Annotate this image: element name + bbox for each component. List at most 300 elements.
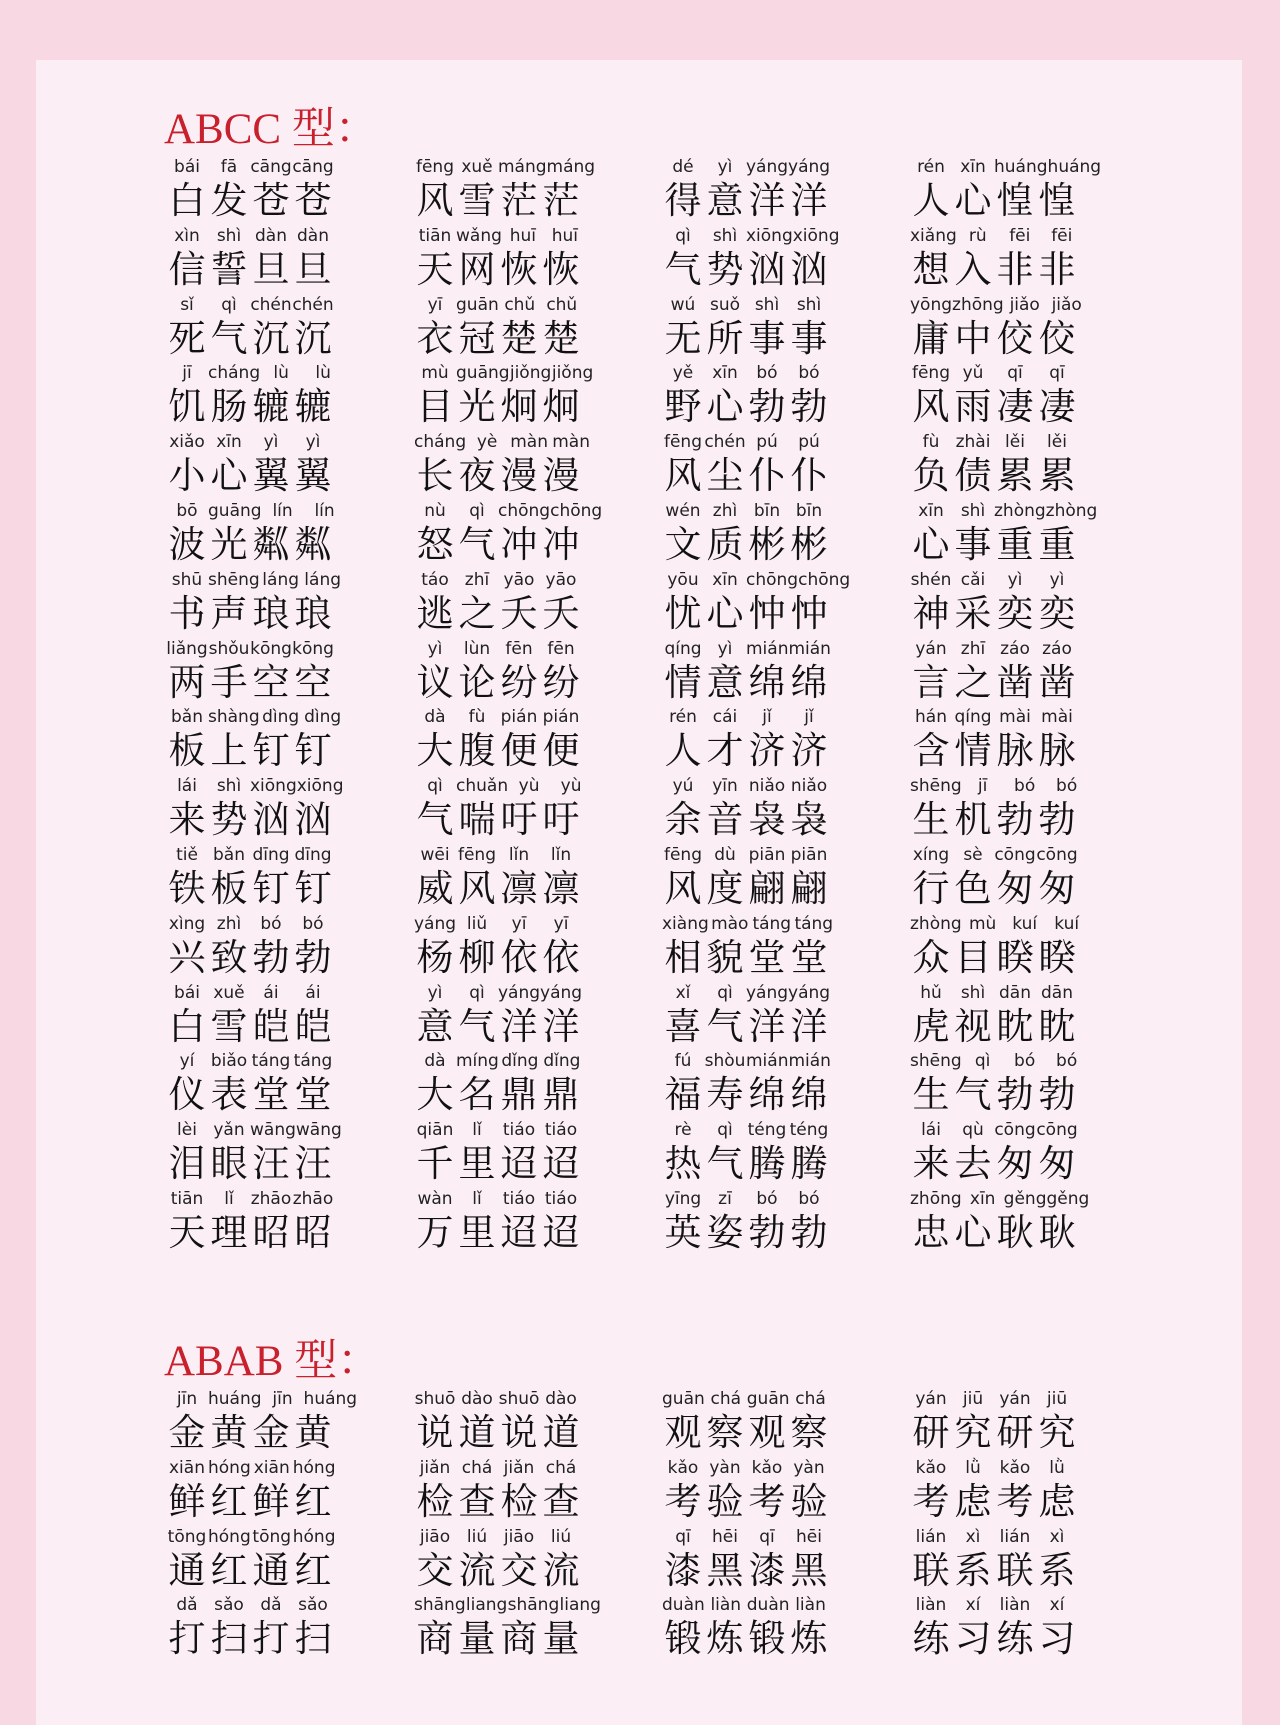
idiom-characters	[910, 1480, 1078, 1524]
pinyin-syllable: tiān	[418, 225, 452, 246]
idiom-characters	[414, 523, 582, 567]
pinyin-row	[166, 775, 344, 797]
idiom-entry	[414, 1188, 654, 1257]
pinyin-row	[910, 775, 1078, 797]
hanzi-character: 雪	[458, 179, 496, 222]
pinyin-syllable: jiāo	[503, 1526, 535, 1547]
pinyin-syllable: yáng	[498, 982, 541, 1003]
hanzi-character: 气	[664, 247, 702, 291]
idiom-characters	[662, 1549, 830, 1593]
hanzi-character: 济	[748, 729, 786, 773]
pinyin-syllable: yù	[560, 776, 582, 797]
pinyin-row	[662, 1119, 830, 1141]
hanzi-character: 辘	[294, 385, 332, 429]
pinyin-syllable: màn	[552, 432, 590, 453]
pinyin-syllable: lián	[999, 1526, 1031, 1547]
pinyin-syllable: táng	[251, 1051, 291, 1072]
hanzi-character: 虎	[912, 1004, 950, 1048]
pinyin-row	[414, 500, 603, 522]
pinyin-row	[166, 1594, 334, 1616]
hanzi-character: 彬	[748, 523, 786, 566]
pinyin-row	[910, 1526, 1078, 1548]
pinyin-row	[414, 775, 582, 797]
idiom-entry	[166, 1457, 406, 1526]
hanzi-character: 名	[458, 1073, 496, 1117]
pinyin-syllable: xìng	[168, 913, 206, 934]
pinyin-row	[910, 913, 1078, 935]
pinyin-syllable: jǐ	[762, 707, 772, 728]
pinyin-syllable: bō	[176, 501, 198, 521]
hanzi-character: 发	[210, 179, 248, 222]
hanzi-character: 观	[664, 1411, 702, 1454]
pinyin-syllable: chōng	[746, 569, 799, 590]
pinyin-syllable: chǔ	[546, 294, 578, 315]
pinyin-syllable: liàn	[795, 1595, 826, 1616]
idiom-characters	[414, 454, 582, 498]
hanzi-character: 扫	[294, 1617, 332, 1661]
hanzi-character: 惶	[1038, 179, 1076, 222]
pinyin-syllable: liú	[550, 1526, 572, 1547]
hanzi-character: 黄	[210, 1411, 248, 1454]
idiom-characters	[166, 1480, 334, 1524]
hanzi-character: 气	[458, 1004, 496, 1048]
pinyin-syllable: shēng	[910, 1051, 962, 1072]
hanzi-character: 匆	[996, 867, 1034, 910]
hanzi-character: 旦	[252, 247, 290, 291]
idiom-entry	[662, 1457, 902, 1526]
hanzi-character: 恢	[542, 247, 580, 291]
pinyin-syllable: zī	[718, 1189, 732, 1209]
pinyin-row	[910, 1457, 1078, 1479]
idiom-characters	[910, 798, 1078, 842]
hanzi-character: 查	[542, 1479, 580, 1523]
hanzi-character: 论	[458, 660, 496, 704]
hanzi-character: 锻	[664, 1617, 702, 1661]
pinyin-syllable: duàn	[662, 1595, 705, 1616]
idiom-characters	[910, 179, 1078, 223]
hanzi-character: 空	[294, 660, 332, 704]
hanzi-character: 绵	[748, 1073, 786, 1117]
pinyin-syllable: liàn	[915, 1595, 947, 1616]
pinyin-syllable: máng	[498, 157, 547, 177]
pinyin-syllable: suǒ	[709, 294, 741, 315]
pinyin-syllable: shì	[960, 501, 986, 521]
pinyin-syllable: wāng	[250, 1120, 296, 1141]
idiom-entry	[414, 156, 654, 225]
pinyin-syllable: shì	[712, 225, 738, 246]
hanzi-character: 茫	[500, 179, 538, 222]
idiom-characters	[414, 1411, 582, 1455]
pinyin-row	[910, 706, 1078, 728]
idiom-entry	[910, 844, 1150, 913]
idiom-entry	[662, 1594, 902, 1663]
hanzi-character: 忠	[912, 1211, 950, 1254]
hanzi-character: 气	[954, 1073, 992, 1117]
idiom-characters	[414, 661, 582, 705]
hanzi-character: 粼	[252, 523, 290, 566]
hanzi-character: 堂	[252, 1073, 290, 1117]
idiom-entry	[166, 1388, 406, 1457]
hanzi-character: 奕	[996, 591, 1034, 635]
pinyin-syllable: xìn	[174, 225, 200, 246]
idiom-characters	[662, 523, 830, 567]
hanzi-character: 死	[168, 316, 206, 360]
hanzi-character: 柳	[458, 935, 496, 979]
pinyin-syllable: jiū	[962, 1389, 984, 1409]
hanzi-character: 勃	[996, 1073, 1034, 1117]
idiom-characters	[166, 1617, 334, 1661]
idiom-entry	[414, 225, 654, 294]
idiom-characters	[910, 1005, 1078, 1049]
pinyin-syllable: yáng	[746, 157, 789, 177]
hanzi-character: 冲	[542, 523, 580, 566]
hanzi-character: 睽	[996, 935, 1034, 979]
hanzi-character: 杨	[416, 935, 454, 979]
idiom-characters	[166, 1005, 334, 1049]
hanzi-character: 事	[954, 523, 992, 566]
hanzi-character: 佼	[1038, 316, 1076, 360]
idiom-characters	[662, 1005, 830, 1049]
pinyin-syllable: wú	[670, 294, 696, 315]
hanzi-character: 忧	[664, 591, 702, 635]
pinyin-syllable: sǎo	[298, 1595, 328, 1616]
pinyin-syllable: qì	[974, 1051, 991, 1072]
pinyin-syllable: dīng	[294, 845, 332, 865]
hanzi-character: 便	[542, 729, 580, 773]
pinyin-syllable: qù	[962, 1120, 984, 1141]
hanzi-character: 打	[168, 1617, 206, 1661]
pinyin-syllable: dān	[999, 982, 1031, 1003]
hanzi-character: 绵	[748, 660, 786, 704]
idiom-characters	[662, 1617, 830, 1661]
hanzi-character: 野	[664, 385, 702, 429]
idiom-characters	[414, 1617, 582, 1661]
pinyin-syllable: lián	[915, 1526, 947, 1547]
pinyin-syllable: chá	[461, 1457, 493, 1478]
pinyin-row	[414, 1050, 582, 1072]
idiom-entry	[414, 500, 654, 569]
idiom-characters	[662, 1073, 830, 1117]
hanzi-character: 中	[954, 316, 992, 360]
pinyin-syllable: jiǎn	[419, 1457, 451, 1478]
idiom-entry	[414, 362, 654, 431]
pinyin-syllable: rén	[917, 157, 945, 177]
pinyin-syllable: guāng	[456, 363, 510, 384]
pinyin-syllable: liàn	[710, 1595, 742, 1616]
idiom-characters	[662, 729, 830, 773]
hanzi-character: 验	[790, 1479, 828, 1523]
hanzi-character: 纷	[500, 660, 538, 704]
pinyin-row	[910, 156, 1102, 178]
pinyin-syllable: chōng	[550, 501, 603, 521]
hanzi-character: 冲	[500, 523, 538, 566]
pinyin-syllable: dǐng	[501, 1051, 539, 1072]
hanzi-character: 光	[210, 523, 248, 566]
pinyin-syllable: tōng	[252, 1526, 292, 1547]
pinyin-row	[662, 844, 830, 866]
hanzi-character: 洋	[790, 179, 828, 222]
pinyin-row	[662, 569, 851, 591]
hanzi-character: 量	[458, 1617, 496, 1661]
hanzi-character: 眼	[210, 1142, 248, 1186]
hanzi-character: 观	[748, 1411, 786, 1454]
hanzi-character: 腾	[748, 1142, 786, 1186]
idiom-characters	[414, 936, 582, 980]
hanzi-character: 万	[416, 1211, 454, 1254]
idiom-characters	[166, 1411, 334, 1455]
hanzi-character: 查	[458, 1479, 496, 1523]
pinyin-syllable: dù	[714, 845, 736, 865]
pinyin-row	[166, 362, 334, 384]
pinyin-row	[166, 1050, 334, 1072]
hanzi-character: 汹	[748, 247, 786, 291]
pinyin-syllable: xǐ	[675, 982, 691, 1003]
idiom-characters	[166, 179, 334, 223]
pinyin-row	[662, 1050, 830, 1072]
pinyin-syllable: shǒu	[208, 638, 250, 659]
idiom-characters	[662, 248, 830, 292]
pinyin-syllable: shén	[910, 569, 952, 590]
pinyin-syllable: yōng	[910, 294, 953, 315]
pinyin-syllable: xīn	[712, 569, 738, 590]
hanzi-character: 上	[210, 729, 248, 773]
pinyin-syllable: yáng	[540, 982, 583, 1003]
pinyin-row	[910, 225, 1078, 247]
hanzi-character: 板	[210, 867, 248, 910]
pinyin-syllable: guān	[662, 1389, 705, 1409]
idiom-entry	[662, 569, 902, 638]
pinyin-syllable: wàn	[417, 1189, 453, 1209]
hanzi-character: 考	[664, 1479, 702, 1523]
pinyin-syllable: xiǎo	[169, 432, 205, 453]
hanzi-character: 信	[168, 247, 206, 291]
idiom-entry	[910, 294, 1150, 363]
pinyin-syllable: wēi	[420, 845, 450, 865]
hanzi-character: 旦	[294, 247, 332, 291]
hanzi-character: 吁	[542, 798, 580, 842]
hanzi-character: 负	[912, 454, 950, 498]
idiom-characters	[414, 1549, 582, 1593]
pinyin-row	[166, 1526, 334, 1548]
idiom-characters	[166, 661, 334, 705]
hanzi-character: 交	[416, 1548, 454, 1592]
pinyin-syllable: xiōng	[792, 225, 840, 246]
hanzi-character: 纷	[542, 660, 580, 704]
pinyin-syllable: fā	[220, 157, 238, 177]
hanzi-character: 风	[458, 867, 496, 910]
hanzi-character: 洋	[748, 1004, 786, 1048]
pinyin-syllable: chén	[250, 294, 292, 315]
pinyin-syllable: rù	[968, 225, 987, 246]
hanzi-character: 勃	[790, 385, 828, 429]
hanzi-character: 手	[210, 660, 248, 704]
idiom-entry	[166, 775, 406, 844]
pinyin-row	[414, 982, 582, 1004]
hanzi-character: 打	[252, 1617, 290, 1661]
pinyin-syllable: tiáo	[544, 1189, 578, 1209]
pinyin-syllable: liǔ	[466, 913, 488, 934]
pinyin-syllable: yāo	[503, 569, 535, 590]
pinyin-row	[166, 982, 334, 1004]
hanzi-character: 究	[1038, 1411, 1076, 1454]
hanzi-character: 匆	[996, 1142, 1034, 1186]
hanzi-character: 苍	[294, 179, 332, 222]
hanzi-character: 风	[416, 179, 454, 222]
hanzi-character: 勃	[294, 935, 332, 979]
hanzi-character: 事	[790, 316, 828, 360]
pinyin-syllable: pú	[756, 432, 778, 453]
hanzi-character: 袅	[748, 798, 786, 842]
hanzi-character: 气	[458, 523, 496, 566]
hanzi-character: 考	[912, 1479, 950, 1523]
hanzi-character: 音	[706, 798, 744, 842]
pinyin-syllable: qī	[1007, 363, 1023, 384]
idiom-characters	[910, 661, 1078, 705]
pinyin-syllable: jīn	[272, 1389, 293, 1409]
idiom-characters	[910, 454, 1078, 498]
hanzi-character: 炼	[790, 1617, 828, 1661]
pinyin-syllable: mù	[421, 363, 449, 384]
hanzi-character: 琅	[252, 591, 290, 635]
idiom-characters	[166, 936, 334, 980]
idiom-characters	[166, 248, 334, 292]
pinyin-syllable: shì	[216, 776, 242, 797]
pinyin-syllable: yì	[717, 638, 733, 659]
hanzi-character: 意	[706, 179, 744, 222]
pinyin-syllable: zhài	[955, 432, 991, 453]
pinyin-row	[910, 1119, 1078, 1141]
pinyin-syllable: mài	[1041, 707, 1073, 728]
pinyin-syllable: táng	[293, 1051, 333, 1072]
pinyin-syllable: niǎo	[748, 776, 786, 797]
idiom-entry	[662, 431, 902, 500]
hanzi-character: 小	[168, 454, 206, 498]
pinyin-syllable: fēi	[1009, 225, 1031, 246]
pinyin-syllable: shū	[171, 569, 203, 590]
pinyin-syllable: bó	[1014, 1051, 1036, 1072]
hanzi-character: 检	[416, 1479, 454, 1523]
pinyin-syllable: hán	[915, 707, 947, 728]
pinyin-syllable: kōng	[250, 638, 292, 659]
idiom-entry	[910, 775, 1150, 844]
idiom-characters	[166, 385, 334, 429]
idiom-characters	[910, 592, 1078, 636]
pinyin-syllable: chōng	[798, 569, 851, 590]
pinyin-syllable: niǎo	[790, 776, 828, 797]
pinyin-syllable: piān	[790, 845, 828, 865]
hanzi-character: 依	[542, 935, 580, 979]
pinyin-syllable: sè	[963, 845, 983, 865]
pinyin-syllable: tiáo	[544, 1120, 578, 1141]
pinyin-syllable: ái	[305, 982, 321, 1003]
hanzi-character: 察	[706, 1411, 744, 1454]
idiom-entry	[662, 362, 902, 431]
hanzi-character: 联	[996, 1548, 1034, 1592]
hanzi-character: 心	[706, 591, 744, 635]
hanzi-character: 吁	[500, 798, 538, 842]
pinyin-row	[662, 431, 830, 453]
hanzi-character: 大	[416, 1073, 454, 1117]
hanzi-character: 惶	[996, 179, 1034, 222]
pinyin-syllable: piān	[748, 845, 786, 865]
pinyin-row	[662, 1526, 830, 1548]
pinyin-syllable: fēng	[415, 157, 454, 177]
hanzi-character: 肠	[210, 385, 248, 429]
pinyin-syllable: sǐ	[180, 294, 194, 315]
hanzi-character: 誓	[210, 247, 248, 291]
pinyin-syllable: dào	[545, 1389, 577, 1409]
idiom-characters	[910, 523, 1078, 567]
pinyin-syllable: xīn	[216, 432, 242, 453]
pinyin-syllable: mù	[969, 913, 997, 934]
pinyin-row	[910, 431, 1078, 453]
hanzi-character: 研	[996, 1411, 1034, 1454]
hanzi-character: 心	[954, 179, 992, 222]
pinyin-syllable: zhì	[712, 501, 738, 521]
hanzi-character: 匆	[1038, 867, 1076, 910]
idiom-entry	[166, 500, 406, 569]
hanzi-character: 沉	[294, 316, 332, 360]
pinyin-row	[414, 706, 582, 728]
idiom-entry	[414, 913, 654, 982]
hanzi-character: 流	[458, 1548, 496, 1592]
pinyin-syllable: xīn	[960, 157, 986, 177]
pinyin-syllable: yáng	[788, 982, 831, 1003]
idiom-characters	[910, 867, 1078, 911]
pinyin-syllable: xiōng	[250, 776, 297, 797]
idiom-entry	[414, 638, 654, 707]
hanzi-character: 漆	[748, 1548, 786, 1592]
pinyin-syllable: lǐ	[472, 1120, 482, 1141]
hanzi-character: 交	[500, 1548, 538, 1592]
pinyin-syllable: lǐn	[508, 845, 530, 865]
hanzi-character: 脉	[996, 729, 1034, 773]
pinyin-row	[414, 1388, 582, 1410]
pinyin-syllable: qì	[469, 982, 485, 1003]
hanzi-character: 绵	[790, 1073, 828, 1117]
hanzi-character: 皑	[294, 1004, 332, 1048]
idiom-characters	[910, 1617, 1078, 1661]
pinyin-syllable: wāng	[295, 1120, 342, 1141]
pinyin-syllable: jiǎn	[503, 1457, 535, 1478]
pinyin-syllable: hóng	[208, 1457, 251, 1478]
hanzi-character: 汪	[294, 1142, 332, 1186]
pinyin-syllable: jiǒng	[551, 363, 594, 384]
idiom-entry	[910, 638, 1150, 707]
pinyin-syllable: táng	[752, 913, 792, 934]
pinyin-syllable: tōng	[167, 1526, 207, 1547]
hanzi-character: 汪	[252, 1142, 290, 1186]
hanzi-character: 人	[664, 729, 702, 773]
hanzi-character: 昭	[294, 1211, 332, 1254]
idiom-characters	[166, 867, 334, 911]
pinyin-syllable: duàn	[746, 1595, 790, 1616]
idiom-entry	[910, 156, 1150, 225]
hanzi-character: 天	[416, 247, 454, 291]
pinyin-syllable: jiǎo	[1051, 294, 1082, 315]
pinyin-syllable: shuō	[498, 1389, 540, 1409]
pinyin-syllable: hēi	[712, 1526, 738, 1547]
pinyin-syllable: zhòng	[1045, 501, 1098, 521]
pinyin-syllable: fēng	[663, 845, 702, 865]
idiom-entry	[166, 431, 406, 500]
hanzi-character: 非	[1038, 247, 1076, 291]
pinyin-row	[662, 775, 830, 797]
pinyin-syllable: guāng	[208, 501, 262, 521]
pinyin-syllable: yōu	[667, 569, 699, 590]
hanzi-character: 泪	[168, 1142, 206, 1186]
pinyin-syllable: huáng	[994, 157, 1048, 177]
